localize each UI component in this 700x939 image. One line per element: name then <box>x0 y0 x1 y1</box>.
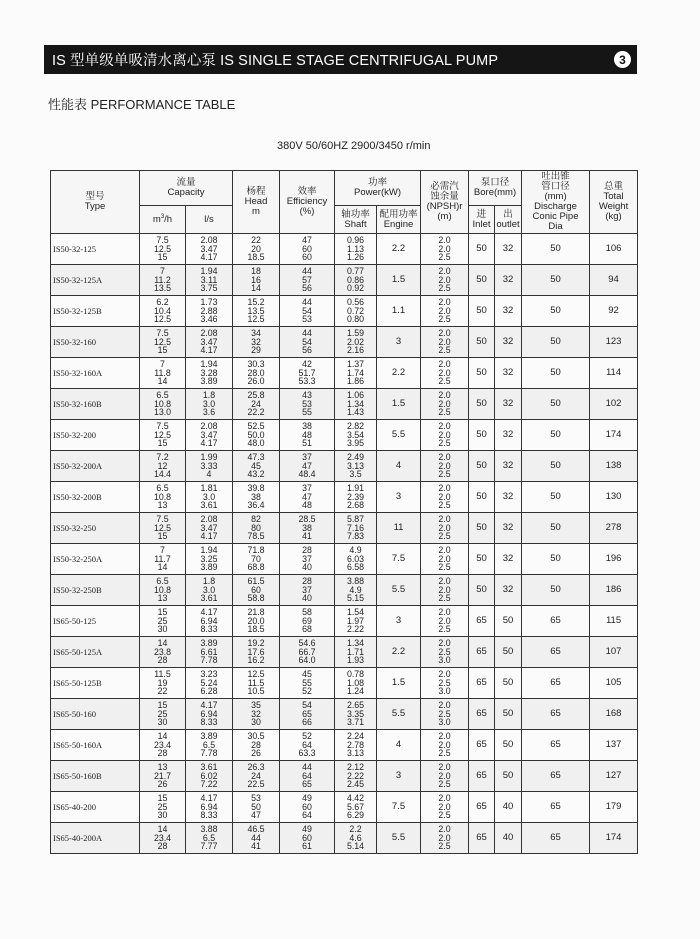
weight-cell: 174 <box>590 420 638 451</box>
npsh-cell: 2.0 2.0 2.5 <box>421 761 469 792</box>
head-cell: 35 32 30 <box>233 699 280 730</box>
efficiency-cell: 38 48 51 <box>280 420 335 451</box>
capacity-ls-cell: 2.08 3.47 4.17 <box>186 420 233 451</box>
model-cell: IS50-32-125A <box>51 265 140 296</box>
table-row <box>51 668 638 699</box>
header-shaft: 轴功率 Shaft <box>335 206 377 234</box>
model-cell: IS50-32-125B <box>51 296 140 327</box>
weight-cell: 105 <box>590 668 638 699</box>
model-cell: IS50-32-200A <box>51 451 140 482</box>
banner-title: IS 型单级单吸清水离心泵 IS SINGLE STAGE CENTRIFUGAL PUMP <box>52 53 499 69</box>
outlet-cell: 32 <box>495 389 522 420</box>
capacity-ls-cell: 1.81 3.0 3.61 <box>186 482 233 513</box>
npsh-cell: 2.0 2.0 2.5 <box>421 420 469 451</box>
model-cell: IS50-32-250 <box>51 513 140 544</box>
head-cell: 30.3 28.0 26.0 <box>233 358 280 389</box>
head-cell: 46.5 44 41 <box>233 823 280 854</box>
npsh-cell: 2.0 2.0 2.5 <box>421 389 469 420</box>
discharge-cell: 50 <box>522 265 590 296</box>
outlet-cell: 32 <box>495 327 522 358</box>
table-row <box>51 327 638 358</box>
capacity-m3h-cell: 15 25 30 <box>140 792 186 823</box>
efficiency-cell: 54 65 66 <box>280 699 335 730</box>
outlet-cell: 32 <box>495 296 522 327</box>
table-row <box>51 482 638 513</box>
capacity-m3h-cell: 7.5 12.5 15 <box>140 327 186 358</box>
inlet-cell: 50 <box>469 544 495 575</box>
npsh-cell: 2.0 2.0 2.5 <box>421 296 469 327</box>
capacity-ls-cell: 3.88 6.5 7.77 <box>186 823 233 854</box>
head-cell: 22 20 18.5 <box>233 234 280 265</box>
head-cell: 21.8 20.0 18.5 <box>233 606 280 637</box>
shaft-power-cell: 5.87 7.16 7.83 <box>335 513 377 544</box>
efficiency-cell: 37 47 48.4 <box>280 451 335 482</box>
engine-power-cell: 1.5 <box>377 265 421 296</box>
npsh-cell: 2.0 2.0 2.5 <box>421 513 469 544</box>
inlet-cell: 65 <box>469 730 495 761</box>
header-outlet: 出 outlet <box>495 206 522 234</box>
model-cell: IS65-50-125A <box>51 637 140 668</box>
weight-cell: 92 <box>590 296 638 327</box>
capacity-m3h-cell: 14 23.8 28 <box>140 637 186 668</box>
weight-cell: 123 <box>590 327 638 358</box>
shaft-power-cell: 4.9 6.03 6.58 <box>335 544 377 575</box>
table-row <box>51 699 638 730</box>
table-row <box>51 234 638 265</box>
shaft-power-cell: 2.49 3.13 3.5 <box>335 451 377 482</box>
header-capacity-ls: l/s <box>186 206 233 234</box>
inlet-cell: 50 <box>469 482 495 513</box>
weight-cell: 138 <box>590 451 638 482</box>
inlet-cell: 50 <box>469 420 495 451</box>
efficiency-cell: 43 53 55 <box>280 389 335 420</box>
efficiency-cell: 28 37 40 <box>280 544 335 575</box>
weight-cell: 179 <box>590 792 638 823</box>
capacity-ls-cell: 2.08 3.47 4.17 <box>186 234 233 265</box>
section-title: 性能表 PERFORMANCE TABLE <box>48 97 236 112</box>
efficiency-cell: 44 54 56 <box>280 327 335 358</box>
capacity-m3h-cell: 7 11.8 14 <box>140 358 186 389</box>
header-type: 型号 Type <box>51 171 140 234</box>
outlet-cell: 40 <box>495 823 522 854</box>
shaft-power-cell: 4.42 5.67 6.29 <box>335 792 377 823</box>
capacity-ls-cell: 3.89 6.61 7.78 <box>186 637 233 668</box>
engine-power-cell: 5.5 <box>377 420 421 451</box>
model-cell: IS65-50-125 <box>51 606 140 637</box>
shaft-power-cell: 1.34 1.71 1.93 <box>335 637 377 668</box>
head-cell: 39.8 38 36.4 <box>233 482 280 513</box>
discharge-cell: 65 <box>522 761 590 792</box>
outlet-cell: 32 <box>495 544 522 575</box>
capacity-m3h-cell: 7.5 12.5 15 <box>140 420 186 451</box>
model-cell: IS50-32-250B <box>51 575 140 606</box>
head-cell: 71.8 70 68.8 <box>233 544 280 575</box>
shaft-power-cell: 1.54 1.97 2.22 <box>335 606 377 637</box>
capacity-m3h-cell: 6.2 10.4 12.5 <box>140 296 186 327</box>
model-cell: IS50-32-160A <box>51 358 140 389</box>
engine-power-cell: 11 <box>377 513 421 544</box>
capacity-m3h-cell: 14 23.4 28 <box>140 730 186 761</box>
npsh-cell: 2.0 2.0 2.5 <box>421 358 469 389</box>
discharge-cell: 65 <box>522 823 590 854</box>
header-head: 杨程 Head m <box>233 171 280 234</box>
head-cell: 52.5 50.0 48.0 <box>233 420 280 451</box>
shaft-power-cell: 2.24 2.78 3.13 <box>335 730 377 761</box>
weight-cell: 130 <box>590 482 638 513</box>
efficiency-cell: 52 64 63.3 <box>280 730 335 761</box>
capacity-m3h-cell: 14 23.4 28 <box>140 823 186 854</box>
capacity-ls-cell: 1.94 3.28 3.89 <box>186 358 233 389</box>
table-row <box>51 513 638 544</box>
header-capacity: 流量 Capacity <box>140 171 233 206</box>
shaft-power-cell: 0.96 1.13 1.26 <box>335 234 377 265</box>
outlet-cell: 32 <box>495 513 522 544</box>
header-power: 功率 Power(kW) <box>335 171 421 206</box>
shaft-power-cell: 1.91 2.39 2.68 <box>335 482 377 513</box>
head-cell: 47.3 45 43.2 <box>233 451 280 482</box>
npsh-cell: 2.0 2.0 2.5 <box>421 265 469 296</box>
inlet-cell: 50 <box>469 389 495 420</box>
npsh-cell: 2.0 2.0 2.5 <box>421 234 469 265</box>
model-cell: IS50-32-160B <box>51 389 140 420</box>
table-row <box>51 420 638 451</box>
shaft-power-cell: 2.12 2.22 2.45 <box>335 761 377 792</box>
table-row <box>51 761 638 792</box>
inlet-cell: 65 <box>469 761 495 792</box>
npsh-cell: 2.0 2.0 2.5 <box>421 575 469 606</box>
table-row <box>51 544 638 575</box>
discharge-cell: 50 <box>522 420 590 451</box>
efficiency-cell: 58 69 68 <box>280 606 335 637</box>
discharge-cell: 50 <box>522 513 590 544</box>
efficiency-cell: 44 54 53 <box>280 296 335 327</box>
npsh-cell: 2.0 2.5 3.0 <box>421 699 469 730</box>
table-header-row <box>51 171 638 206</box>
engine-power-cell: 1.5 <box>377 389 421 420</box>
head-cell: 12.5 11.5 10.5 <box>233 668 280 699</box>
efficiency-cell: 28 37 40 <box>280 575 335 606</box>
engine-power-cell: 7.5 <box>377 544 421 575</box>
head-cell: 25.8 24 22.2 <box>233 389 280 420</box>
weight-cell: 115 <box>590 606 638 637</box>
discharge-cell: 50 <box>522 358 590 389</box>
table-row <box>51 265 638 296</box>
engine-power-cell: 7.5 <box>377 792 421 823</box>
outlet-cell: 50 <box>495 668 522 699</box>
inlet-cell: 50 <box>469 575 495 606</box>
capacity-ls-cell: 1.73 2.88 3.46 <box>186 296 233 327</box>
model-cell: IS65-50-160A <box>51 730 140 761</box>
capacity-m3h-cell: 15 25 30 <box>140 606 186 637</box>
shaft-power-cell: 0.77 0.86 0.92 <box>335 265 377 296</box>
engine-power-cell: 4 <box>377 730 421 761</box>
capacity-m3h-cell: 6.5 10.8 13 <box>140 575 186 606</box>
outlet-cell: 32 <box>495 358 522 389</box>
table-row <box>51 792 638 823</box>
discharge-cell: 50 <box>522 389 590 420</box>
capacity-m3h-cell: 6.5 10.8 13 <box>140 482 186 513</box>
discharge-cell: 50 <box>522 451 590 482</box>
capacity-ls-cell: 2.08 3.47 4.17 <box>186 513 233 544</box>
discharge-cell: 50 <box>522 482 590 513</box>
discharge-cell: 65 <box>522 699 590 730</box>
discharge-cell: 50 <box>522 296 590 327</box>
discharge-cell: 65 <box>522 668 590 699</box>
shaft-power-cell: 3.88 4.9 5.15 <box>335 575 377 606</box>
engine-power-cell: 2.2 <box>377 358 421 389</box>
outlet-cell: 32 <box>495 575 522 606</box>
npsh-cell: 2.0 2.0 2.5 <box>421 606 469 637</box>
shaft-power-cell: 2.82 3.54 3.95 <box>335 420 377 451</box>
npsh-cell: 2.0 2.0 2.5 <box>421 544 469 575</box>
capacity-ls-cell: 1.94 3.11 3.75 <box>186 265 233 296</box>
engine-power-cell: 1.5 <box>377 668 421 699</box>
model-cell: IS65-40-200A <box>51 823 140 854</box>
capacity-ls-cell: 4.17 6.94 8.33 <box>186 606 233 637</box>
outlet-cell: 32 <box>495 420 522 451</box>
header-bore: 泵口径 Bore(mm) <box>469 171 522 206</box>
header-npsh: 必需汽 蚀余量 (NPSH)r (m) <box>421 171 469 234</box>
outlet-cell: 32 <box>495 451 522 482</box>
model-cell: IS65-50-160 <box>51 699 140 730</box>
engine-power-cell: 5.5 <box>377 823 421 854</box>
weight-cell: 278 <box>590 513 638 544</box>
capacity-ls-cell: 1.8 3.0 3.61 <box>186 575 233 606</box>
outlet-cell: 32 <box>495 234 522 265</box>
head-cell: 34 32 29 <box>233 327 280 358</box>
header-weight: 总重 Total Weight (kg) <box>590 171 638 234</box>
efficiency-cell: 49 60 64 <box>280 792 335 823</box>
efficiency-cell: 37 47 48 <box>280 482 335 513</box>
capacity-ls-cell: 4.17 6.94 8.33 <box>186 792 233 823</box>
engine-power-cell: 3 <box>377 761 421 792</box>
inlet-cell: 50 <box>469 234 495 265</box>
capacity-m3h-cell: 7.5 12.5 15 <box>140 513 186 544</box>
outlet-cell: 50 <box>495 699 522 730</box>
inlet-cell: 65 <box>469 792 495 823</box>
outlet-cell: 50 <box>495 730 522 761</box>
inlet-cell: 65 <box>469 699 495 730</box>
engine-power-cell: 3 <box>377 606 421 637</box>
discharge-cell: 50 <box>522 327 590 358</box>
shaft-power-cell: 1.06 1.34 1.43 <box>335 389 377 420</box>
discharge-cell: 65 <box>522 792 590 823</box>
weight-cell: 168 <box>590 699 638 730</box>
head-cell: 53 50 47 <box>233 792 280 823</box>
model-cell: IS65-50-125B <box>51 668 140 699</box>
efficiency-cell: 49 60 61 <box>280 823 335 854</box>
efficiency-cell: 28.5 38 41 <box>280 513 335 544</box>
capacity-m3h-cell: 7 11.2 13.5 <box>140 265 186 296</box>
performance-table <box>50 170 638 854</box>
capacity-m3h-cell: 7.5 12.5 15 <box>140 234 186 265</box>
shaft-power-cell: 1.59 2.02 2.16 <box>335 327 377 358</box>
outlet-cell: 32 <box>495 482 522 513</box>
table-row <box>51 575 638 606</box>
outlet-cell: 50 <box>495 637 522 668</box>
inlet-cell: 50 <box>469 513 495 544</box>
npsh-cell: 2.0 2.0 2.5 <box>421 823 469 854</box>
table-row <box>51 823 638 854</box>
discharge-cell: 65 <box>522 730 590 761</box>
inlet-cell: 65 <box>469 823 495 854</box>
shaft-power-cell: 0.78 1.08 1.24 <box>335 668 377 699</box>
inlet-cell: 50 <box>469 358 495 389</box>
engine-power-cell: 4 <box>377 451 421 482</box>
efficiency-cell: 54.6 66.7 64.0 <box>280 637 335 668</box>
head-cell: 26.3 24 22.5 <box>233 761 280 792</box>
shaft-power-cell: 0.56 0.72 0.80 <box>335 296 377 327</box>
capacity-m3h-cell: 11.5 19 22 <box>140 668 186 699</box>
outlet-cell: 32 <box>495 265 522 296</box>
table-row <box>51 606 638 637</box>
table-row <box>51 358 638 389</box>
engine-power-cell: 3 <box>377 327 421 358</box>
engine-power-cell: 3 <box>377 482 421 513</box>
header-capacity-m3h: $m^3/h$ <box>140 206 186 234</box>
capacity-ls-cell: 4.17 6.94 8.33 <box>186 699 233 730</box>
table-body <box>51 234 638 854</box>
engine-power-cell: 5.5 <box>377 699 421 730</box>
weight-cell: 107 <box>590 637 638 668</box>
capacity-ls-cell: 3.61 6.02 7.22 <box>186 761 233 792</box>
shaft-power-cell: 2.2 4.6 5.14 <box>335 823 377 854</box>
capacity-ls-cell: 1.8 3.0 3.6 <box>186 389 233 420</box>
capacity-m3h-cell: 7 11.7 14 <box>140 544 186 575</box>
head-cell: 19.2 17.6 16.2 <box>233 637 280 668</box>
discharge-cell: 50 <box>522 234 590 265</box>
capacity-ls-cell: 3.23 5.24 6.28 <box>186 668 233 699</box>
model-cell: IS50-32-200B <box>51 482 140 513</box>
capacity-ls-cell: 1.94 3.25 3.89 <box>186 544 233 575</box>
inlet-cell: 50 <box>469 265 495 296</box>
weight-cell: 94 <box>590 265 638 296</box>
page-number-badge: 3 <box>614 51 631 68</box>
engine-power-cell: 5.5 <box>377 575 421 606</box>
model-cell: IS65-40-200 <box>51 792 140 823</box>
capacity-ls-cell: 3.89 6.5 7.78 <box>186 730 233 761</box>
operating-conditions: 380V 50/60HZ 2900/3450 r/min <box>277 140 431 152</box>
engine-power-cell: 1.1 <box>377 296 421 327</box>
capacity-m3h-cell: 7.2 12 14.4 <box>140 451 186 482</box>
header-engine: 配用功率 Engine <box>377 206 421 234</box>
discharge-cell: 65 <box>522 637 590 668</box>
model-cell: IS65-50-160B <box>51 761 140 792</box>
inlet-cell: 65 <box>469 668 495 699</box>
inlet-cell: 65 <box>469 637 495 668</box>
weight-cell: 102 <box>590 389 638 420</box>
table-row <box>51 451 638 482</box>
npsh-cell: 2.0 2.5 3.0 <box>421 637 469 668</box>
efficiency-cell: 44 57 56 <box>280 265 335 296</box>
head-cell: 82 80 78.5 <box>233 513 280 544</box>
header-discharge: 吐出锥 管口径 (mm) Discharge Conic Pipe Dia <box>522 171 590 234</box>
weight-cell: 196 <box>590 544 638 575</box>
shaft-power-cell: 1.37 1.74 1.86 <box>335 358 377 389</box>
efficiency-cell: 45 55 52 <box>280 668 335 699</box>
capacity-ls-cell: 2.08 3.47 4.17 <box>186 327 233 358</box>
model-cell: IS50-32-200 <box>51 420 140 451</box>
efficiency-cell: 44 64 65 <box>280 761 335 792</box>
weight-cell: 137 <box>590 730 638 761</box>
discharge-cell: 65 <box>522 606 590 637</box>
model-cell: IS50-32-250A <box>51 544 140 575</box>
head-cell: 30.5 28 26 <box>233 730 280 761</box>
inlet-cell: 50 <box>469 451 495 482</box>
npsh-cell: 2.0 2.5 3.0 <box>421 668 469 699</box>
capacity-m3h-cell: 13 21.7 26 <box>140 761 186 792</box>
weight-cell: 106 <box>590 234 638 265</box>
inlet-cell: 65 <box>469 606 495 637</box>
efficiency-cell: 42 51.7 53.3 <box>280 358 335 389</box>
discharge-cell: 50 <box>522 575 590 606</box>
inlet-cell: 50 <box>469 296 495 327</box>
model-cell: IS50-32-125 <box>51 234 140 265</box>
npsh-cell: 2.0 2.0 2.5 <box>421 730 469 761</box>
header-inlet: 进 Inlet <box>469 206 495 234</box>
head-cell: 61.5 60 58.8 <box>233 575 280 606</box>
efficiency-cell: 47 60 60 <box>280 234 335 265</box>
npsh-cell: 2.0 2.0 2.5 <box>421 327 469 358</box>
npsh-cell: 2.0 2.0 2.5 <box>421 482 469 513</box>
head-cell: 15.2 13.5 12.5 <box>233 296 280 327</box>
table-row <box>51 296 638 327</box>
table-row <box>51 730 638 761</box>
discharge-cell: 50 <box>522 544 590 575</box>
weight-cell: 186 <box>590 575 638 606</box>
header-banner <box>44 45 637 74</box>
engine-power-cell: 2.2 <box>377 637 421 668</box>
weight-cell: 114 <box>590 358 638 389</box>
table-row <box>51 637 638 668</box>
weight-cell: 174 <box>590 823 638 854</box>
engine-power-cell: 2.2 <box>377 234 421 265</box>
header-efficiency: 效率 Efficiency (%) <box>280 171 335 234</box>
inlet-cell: 50 <box>469 327 495 358</box>
outlet-cell: 50 <box>495 606 522 637</box>
table-row <box>51 389 638 420</box>
capacity-ls-cell: 1.99 3.33 4 <box>186 451 233 482</box>
head-cell: 18 16 14 <box>233 265 280 296</box>
capacity-m3h-cell: 15 25 30 <box>140 699 186 730</box>
model-cell: IS50-32-160 <box>51 327 140 358</box>
outlet-cell: 40 <box>495 792 522 823</box>
npsh-cell: 2.0 2.0 2.5 <box>421 792 469 823</box>
capacity-m3h-cell: 6.5 10.8 13.0 <box>140 389 186 420</box>
shaft-power-cell: 2.65 3.35 3.71 <box>335 699 377 730</box>
npsh-cell: 2.0 2.0 2.5 <box>421 451 469 482</box>
weight-cell: 127 <box>590 761 638 792</box>
outlet-cell: 50 <box>495 761 522 792</box>
